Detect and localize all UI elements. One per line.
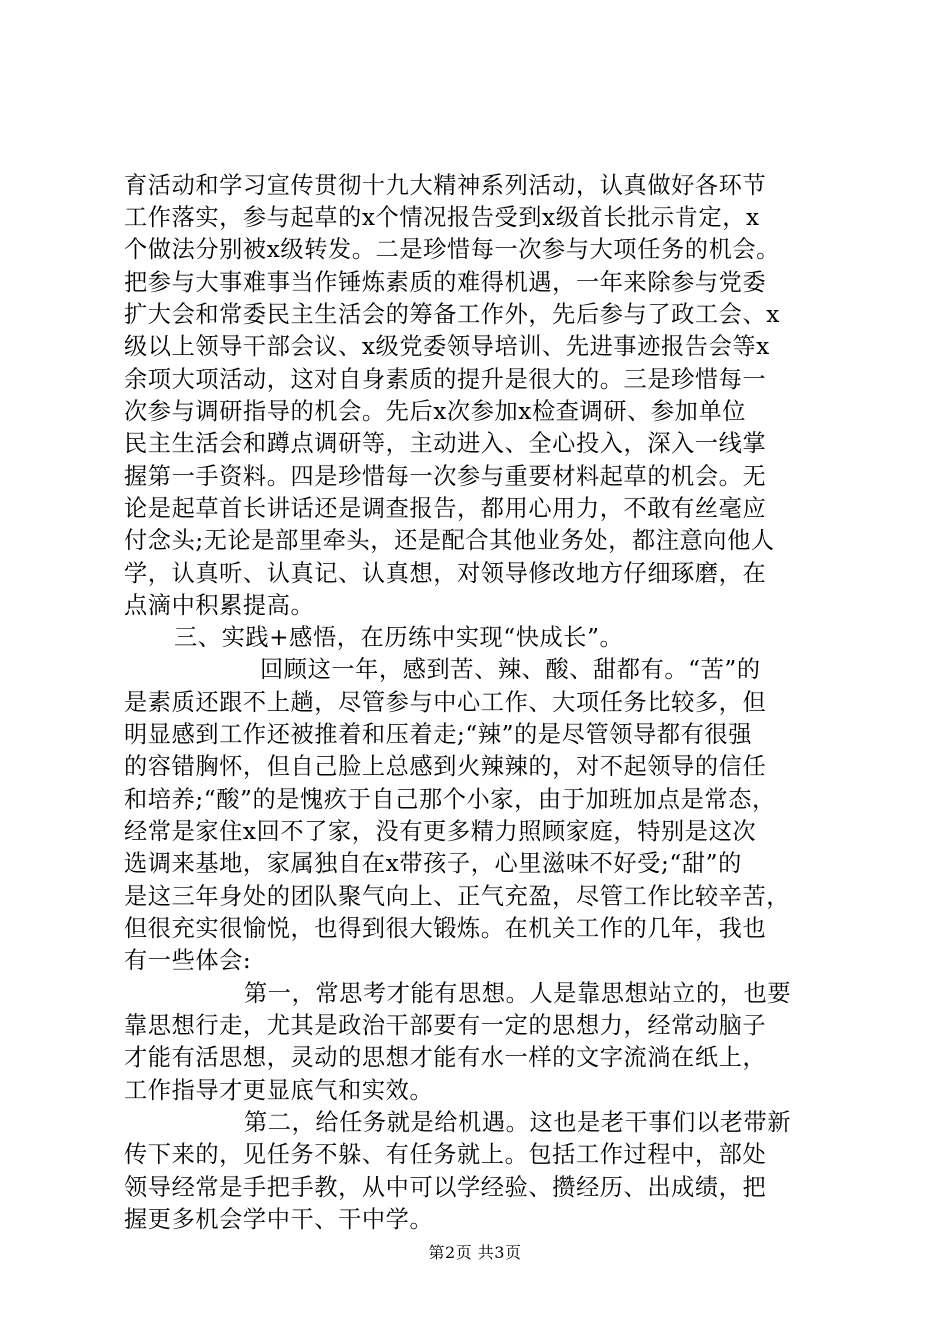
body-line: 付念头;无论是部里牵头，还是配合其他业务处，都注意向他人 — [124, 527, 775, 554]
body-line: 工作落实，参与起草的x个情况报告受到x级首长批示肯定，x — [124, 204, 760, 231]
body-line: 和培养;“酸”的是愧疚于自己那个小家，由于加班加点是常态， — [124, 786, 776, 813]
body-line: 传下来的，见任务不躲、有任务就上。包括工作过程中，部处 — [124, 1141, 767, 1168]
body-line: 第二，给任务就是给机遇。这也是老干事们以老带新 — [244, 1109, 792, 1136]
body-line: 学，认真听、认真记、认真想，对领导修改地方仔细琢磨，在 — [124, 560, 767, 587]
body-line: 民主生活会和蹲点调研等，主动进入、全心投入，深入一线掌 — [124, 430, 767, 457]
body-line: 是素质还跟不上趟，尽管参与中心工作、大项任务比较多，但 — [124, 689, 767, 716]
body-line: 选调来基地，家属独自在x带孩子，心里滋味不好受;“甜”的 — [124, 850, 742, 877]
body-line: 但很充实很愉悦，也得到很大锻炼。在机关工作的几年，我也 — [124, 915, 767, 942]
body-line: 靠思想行走，尤其是政治干部要有一定的思想力，经常动脑子 — [124, 1012, 767, 1039]
body-line: 才能有活思想，灵动的思想才能有水一样的文字流淌在纸上， — [124, 1044, 767, 1071]
body-line: 育活动和学习宣传贯彻十九大精神系列活动，认真做好各环节 — [124, 172, 767, 199]
body-line: 回顾这一年，感到苦、辣、酸、甜都有。“苦”的 — [260, 656, 761, 683]
body-line: 扩大会和常委民主生活会的筹备工作外，先后参与了政工会、x — [124, 301, 780, 328]
body-line: 领导经常是手把手教，从中可以学经验、攒经历、出成绩，把 — [124, 1174, 767, 1201]
body-line: 的容错胸怀，但自己脸上总感到火辣辣的，对不起领导的信任 — [124, 753, 767, 780]
body-line: 余项大项活动，这对自身素质的提升是很大的。三是珍惜每一 — [124, 366, 767, 393]
body-line: 级以上领导干部会议、x级党委领导培训、先进事迹报告会等x — [124, 333, 770, 360]
body-line: 明显感到工作还被推着和压着走;“辣”的是尽管领导都有很强 — [124, 721, 753, 748]
body-line: 工作指导才更显底气和实效。 — [124, 1077, 434, 1104]
body-line: 是这三年身处的团队聚气向上、正气充盈，尽管工作比较辛苦， — [124, 883, 791, 910]
body-line: 第一，常思考才能有思想。人是靠思想站立的，也要 — [244, 980, 792, 1007]
body-line: 把参与大事难事当作锤炼素质的难得机遇，一年来除参与党委 — [124, 269, 767, 296]
page-number-footer: 第2页 共3页 — [428, 1243, 522, 1262]
body-line: 论是起草首长讲话还是调查报告，都用心用力，不敢有丝毫应 — [124, 495, 767, 522]
body-line: 经常是家住x回不了家，没有更多精力照顾家庭，特别是这次 — [124, 818, 757, 845]
body-line: 点滴中积累提高。 — [124, 592, 315, 619]
body-line: 次参与调研指导的机会。先后x次参加x检查调研、参加单位 — [124, 398, 747, 425]
body-line: 握更多机会学中干、干中学。 — [124, 1206, 434, 1233]
body-line: 握第一手资料。四是珍惜每一次参与重要材料起草的机会。无 — [124, 463, 767, 490]
section-heading: 三、实践+感悟，在历练中实现“快成长”。 — [174, 624, 624, 651]
body-line: 个做法分别被x级转发。二是珍惜每一次参与大项任务的机会。 — [124, 236, 780, 263]
body-line: 有一些体会: — [124, 947, 252, 974]
